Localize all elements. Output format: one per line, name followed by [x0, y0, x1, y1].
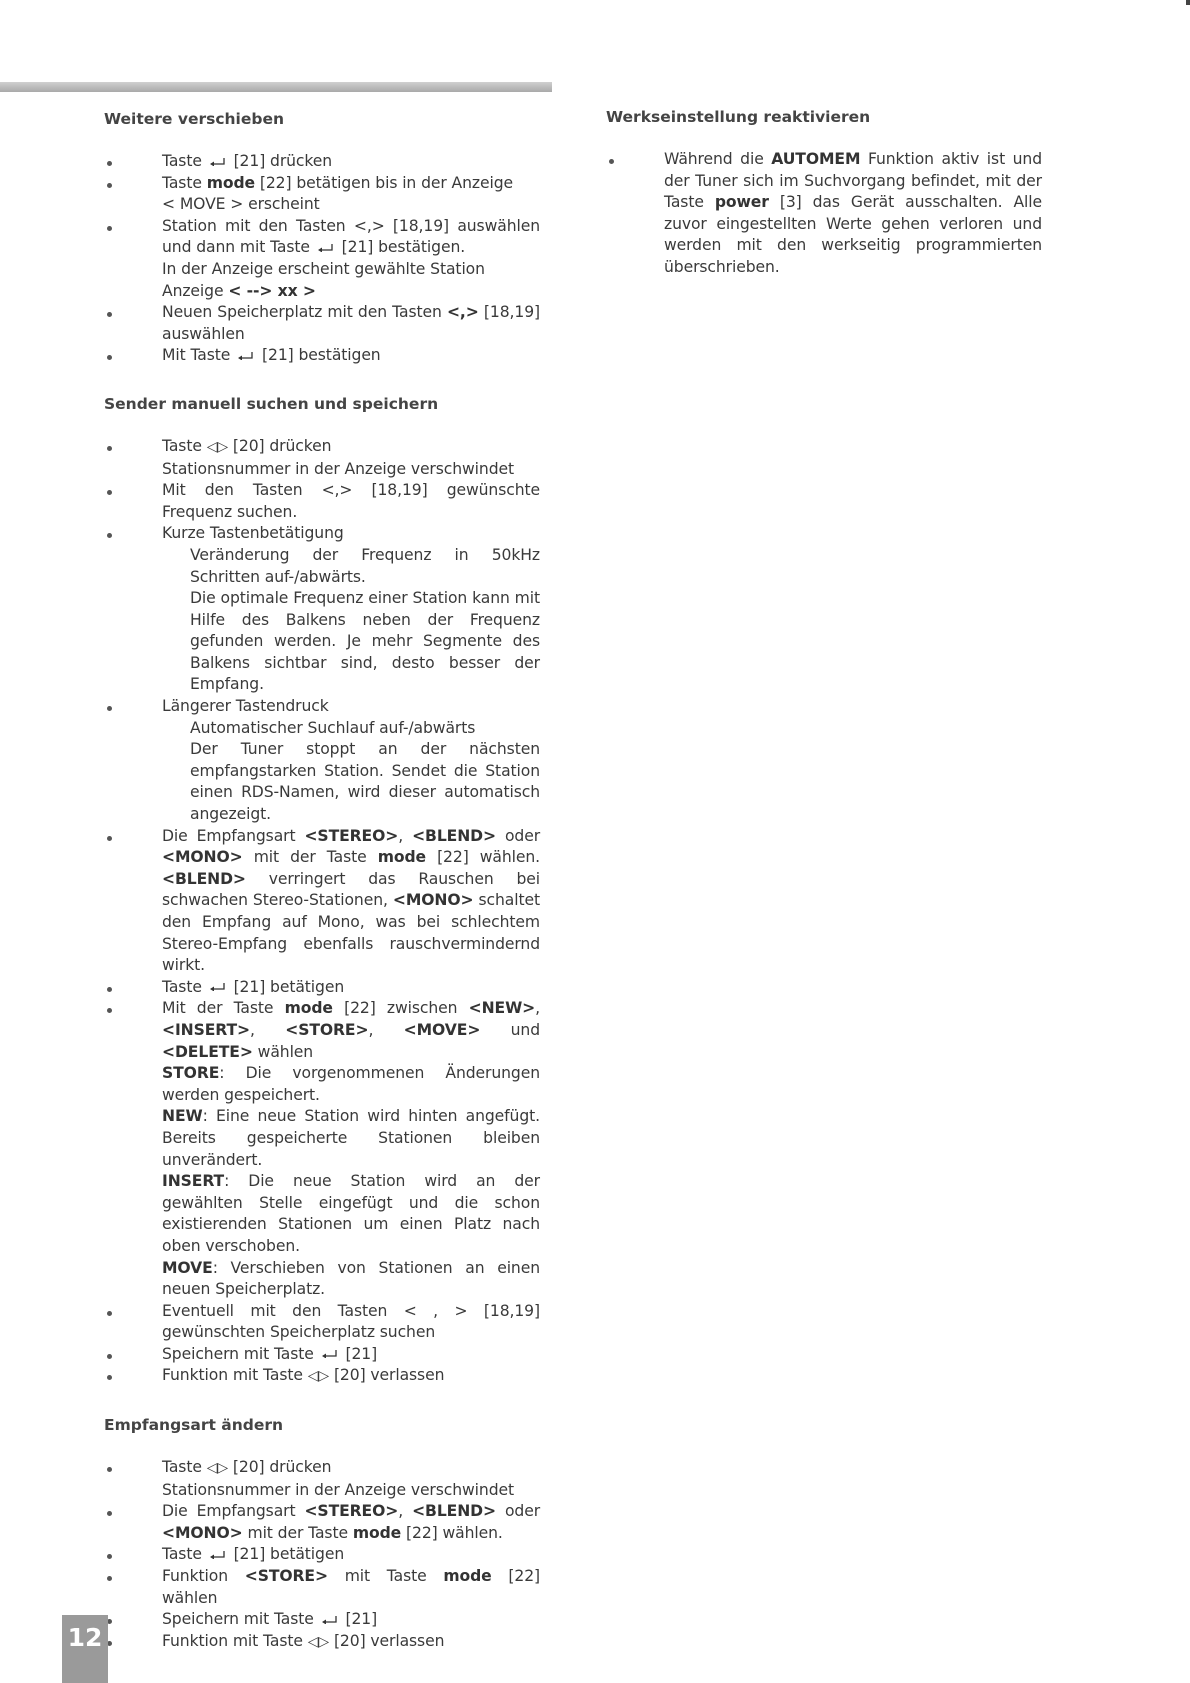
list-werkseinstellung [606, 149, 1042, 279]
edge-mark [1186, 0, 1190, 5]
return-key-icon [321, 1350, 339, 1358]
station-toggle-icon: ◁▷ [307, 1368, 330, 1385]
list-item: Taste [21] betätigen [104, 977, 540, 999]
list-item: Station mit den Tasten <,> [18,19] auswählen und dann mit Taste [21] bestätigen. In der Anzeige erscheint gewählte Station Anzeige < --> xx > [104, 216, 540, 302]
page-number: 12 [62, 1615, 108, 1683]
section-title-werkseinstellung: Werkseinstellung reaktivieren [606, 108, 871, 126]
return-key-icon [317, 244, 335, 252]
list-item: Mit der Taste mode [22] zwischen <NEW>, <INSERT>, <STORE>, <MOVE> und <DELETE> wählen STORE: Die vorgenommenen Änderungen werden gespeichert. NEW: Eine neue Station wird hinten angefügt. Bereits gespeicherte Stationen bleiben unverändert. INSERT: Die neue Station wird an der gewählten Stelle eingefügt und die schon existierenden Stationen um einen Platz nach oben verschoben. MOVE: Verschieben von Stationen an einen neuen Speicherplatz. [104, 998, 540, 1300]
return-key-icon [209, 1551, 227, 1559]
list-item: Funktion mit Taste ◁▷ [20] verlassen [104, 1631, 540, 1654]
list-item: Taste [21] betätigen [104, 1544, 540, 1566]
list-item: Speichern mit Taste [21] [104, 1344, 540, 1366]
section-title-weitere-verschieben: Weitere verschieben [104, 110, 285, 128]
list-item: Während die AUTOMEM Funktion aktiv ist und der Tuner sich im Suchvorgang befindet, mit der Taste power [3] das Gerät ausschalten. Alle zuvor eingestellten Werte gehen verloren und werden mit den werkseitig programmierten überschrieben. [606, 149, 1042, 279]
list-sender-manuell [104, 436, 540, 1388]
list-weitere-verschieben [104, 151, 540, 367]
list-item: Taste mode [22] betätigen bis in der Anzeige < MOVE > erscheint [104, 173, 540, 216]
list-item: Speichern mit Taste [21] [104, 1609, 540, 1631]
list-item: Taste [21] drücken [104, 151, 540, 173]
list-item: Funktion <STORE> mit Taste mode [22] wählen [104, 1566, 540, 1609]
list-item: Die Empfangsart <STEREO>, <BLEND> oder <MONO> mit der Taste mode [22] wählen. [104, 1501, 540, 1544]
list-item: Neuen Speicherplatz mit den Tasten <,> [18,19] auswählen [104, 302, 540, 345]
header-rule [0, 82, 552, 92]
list-item: Taste ◁▷ [20] drücken Stationsnummer in der Anzeige verschwindet [104, 1457, 540, 1501]
list-item: Kurze Tastenbetätigung Veränderung der Frequenz in 50kHz Schritten auf-/abwärts. Die optimale Frequenz einer Station kann mit Hilfe des Balkens neben der Frequenz gefunden werden. Je mehr Segmente des Balkens sichtbar sind, desto besser der Empfang. [104, 523, 540, 696]
return-key-icon [209, 983, 227, 991]
return-key-icon [237, 352, 255, 360]
section-title-sender-manuell: Sender manuell suchen und speichern [104, 394, 439, 413]
return-key-icon [321, 1616, 339, 1624]
list-item: Taste ◁▷ [20] drücken Stationsnummer in der Anzeige verschwindet [104, 436, 540, 480]
list-item: Längerer Tastendruck Automatischer Suchlauf auf-/abwärts Der Tuner stoppt an der nächsten empfangstarken Station. Sendet die Station einen RDS-Namen, wird dieser automatisch angezeigt. [104, 696, 540, 826]
section-title-empfangsart: Empfangsart ändern [104, 1416, 284, 1435]
right-column [606, 106, 1042, 279]
list-item: Funktion mit Taste ◁▷ [20] verlassen [104, 1365, 540, 1388]
list-item: Mit den Tasten <,> [18,19] gewünschte Frequenz suchen. [104, 480, 540, 523]
station-toggle-icon: ◁▷ [206, 438, 229, 455]
list-item: Eventuell mit den Tasten < , > [18,19] gewünschten Speicherplatz suchen [104, 1301, 540, 1344]
left-column [104, 108, 540, 1653]
list-item: Mit Taste [21] bestätigen [104, 345, 540, 367]
return-key-icon [209, 158, 227, 166]
list-empfangsart [104, 1457, 540, 1653]
station-toggle-icon: ◁▷ [206, 1460, 229, 1477]
list-item: Die Empfangsart <STEREO>, <BLEND> oder <MONO> mit der Taste mode [22] wählen. <BLEND> verringert das Rauschen bei schwachen Stereo-Stationen, <MONO> schaltet den Empfang auf Mono, was bei schlechtem Stereo-Empfang ebenfalls rauschvermindernd wirkt. [104, 826, 540, 977]
station-toggle-icon: ◁▷ [307, 1633, 330, 1650]
